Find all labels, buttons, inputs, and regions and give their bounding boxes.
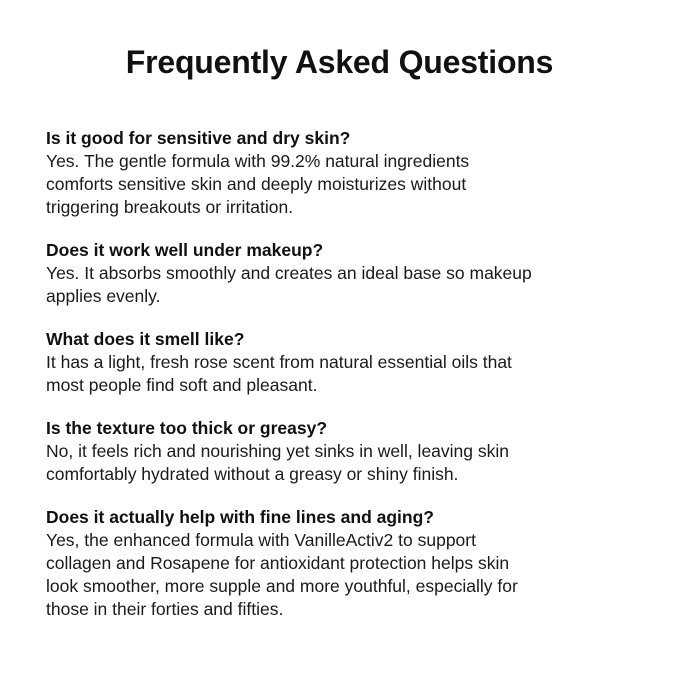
faq-answer bbox=[46, 529, 646, 621]
faq-list bbox=[46, 127, 646, 641]
faq-answer-line: triggering breakouts or irritation. bbox=[46, 197, 294, 217]
faq-answer-line: It has a light, fresh rose scent from natural essential oils that bbox=[46, 352, 512, 372]
faq-answer bbox=[46, 440, 646, 486]
faq-item-aging bbox=[46, 506, 646, 621]
faq-answer-line: No, it feels rich and nourishing yet sinks in well, leaving skin bbox=[46, 441, 509, 461]
faq-answer-line: look smoother, more supple and more youthful, especially for bbox=[46, 576, 518, 596]
faq-answer-line: Yes. The gentle formula with 99.2% natural ingredients bbox=[46, 151, 470, 171]
faq-answer-line: applies evenly. bbox=[46, 286, 161, 306]
faq-answer-line: those in their forties and fifties. bbox=[46, 599, 284, 619]
page-title: Frequently Asked Questions bbox=[125, 44, 554, 80]
faq-question: What does it smell like? bbox=[46, 329, 245, 349]
faq-answer bbox=[46, 351, 646, 397]
faq-answer-line: comforts sensitive skin and deeply moisturizes without bbox=[46, 174, 467, 194]
faq-answer-line: comfortably hydrated without a greasy or shiny finish. bbox=[46, 464, 459, 484]
faq-answer bbox=[46, 150, 646, 219]
faq-answer-line: most people find soft and pleasant. bbox=[46, 375, 318, 395]
faq-item-texture bbox=[46, 417, 646, 486]
faq-answer-line: Yes, the enhanced formula with VanilleActiv2 to support bbox=[46, 530, 476, 550]
faq-answer bbox=[46, 262, 646, 308]
faq-question: Is it good for sensitive and dry skin? bbox=[46, 128, 351, 148]
faq-item-sensitive-skin bbox=[46, 127, 646, 219]
faq-question: Does it work well under makeup? bbox=[46, 240, 324, 260]
faq-answer-line: Yes. It absorbs smoothly and creates an ideal base so makeup bbox=[46, 263, 532, 283]
faq-item-makeup bbox=[46, 239, 646, 308]
faq-question: Does it actually help with fine lines and aging? bbox=[46, 507, 434, 527]
faq-answer-line: collagen and Rosapene for antioxidant protection helps skin bbox=[46, 553, 510, 573]
faq-question: Is the texture too thick or greasy? bbox=[46, 418, 328, 438]
faq-item-smell bbox=[46, 328, 646, 397]
